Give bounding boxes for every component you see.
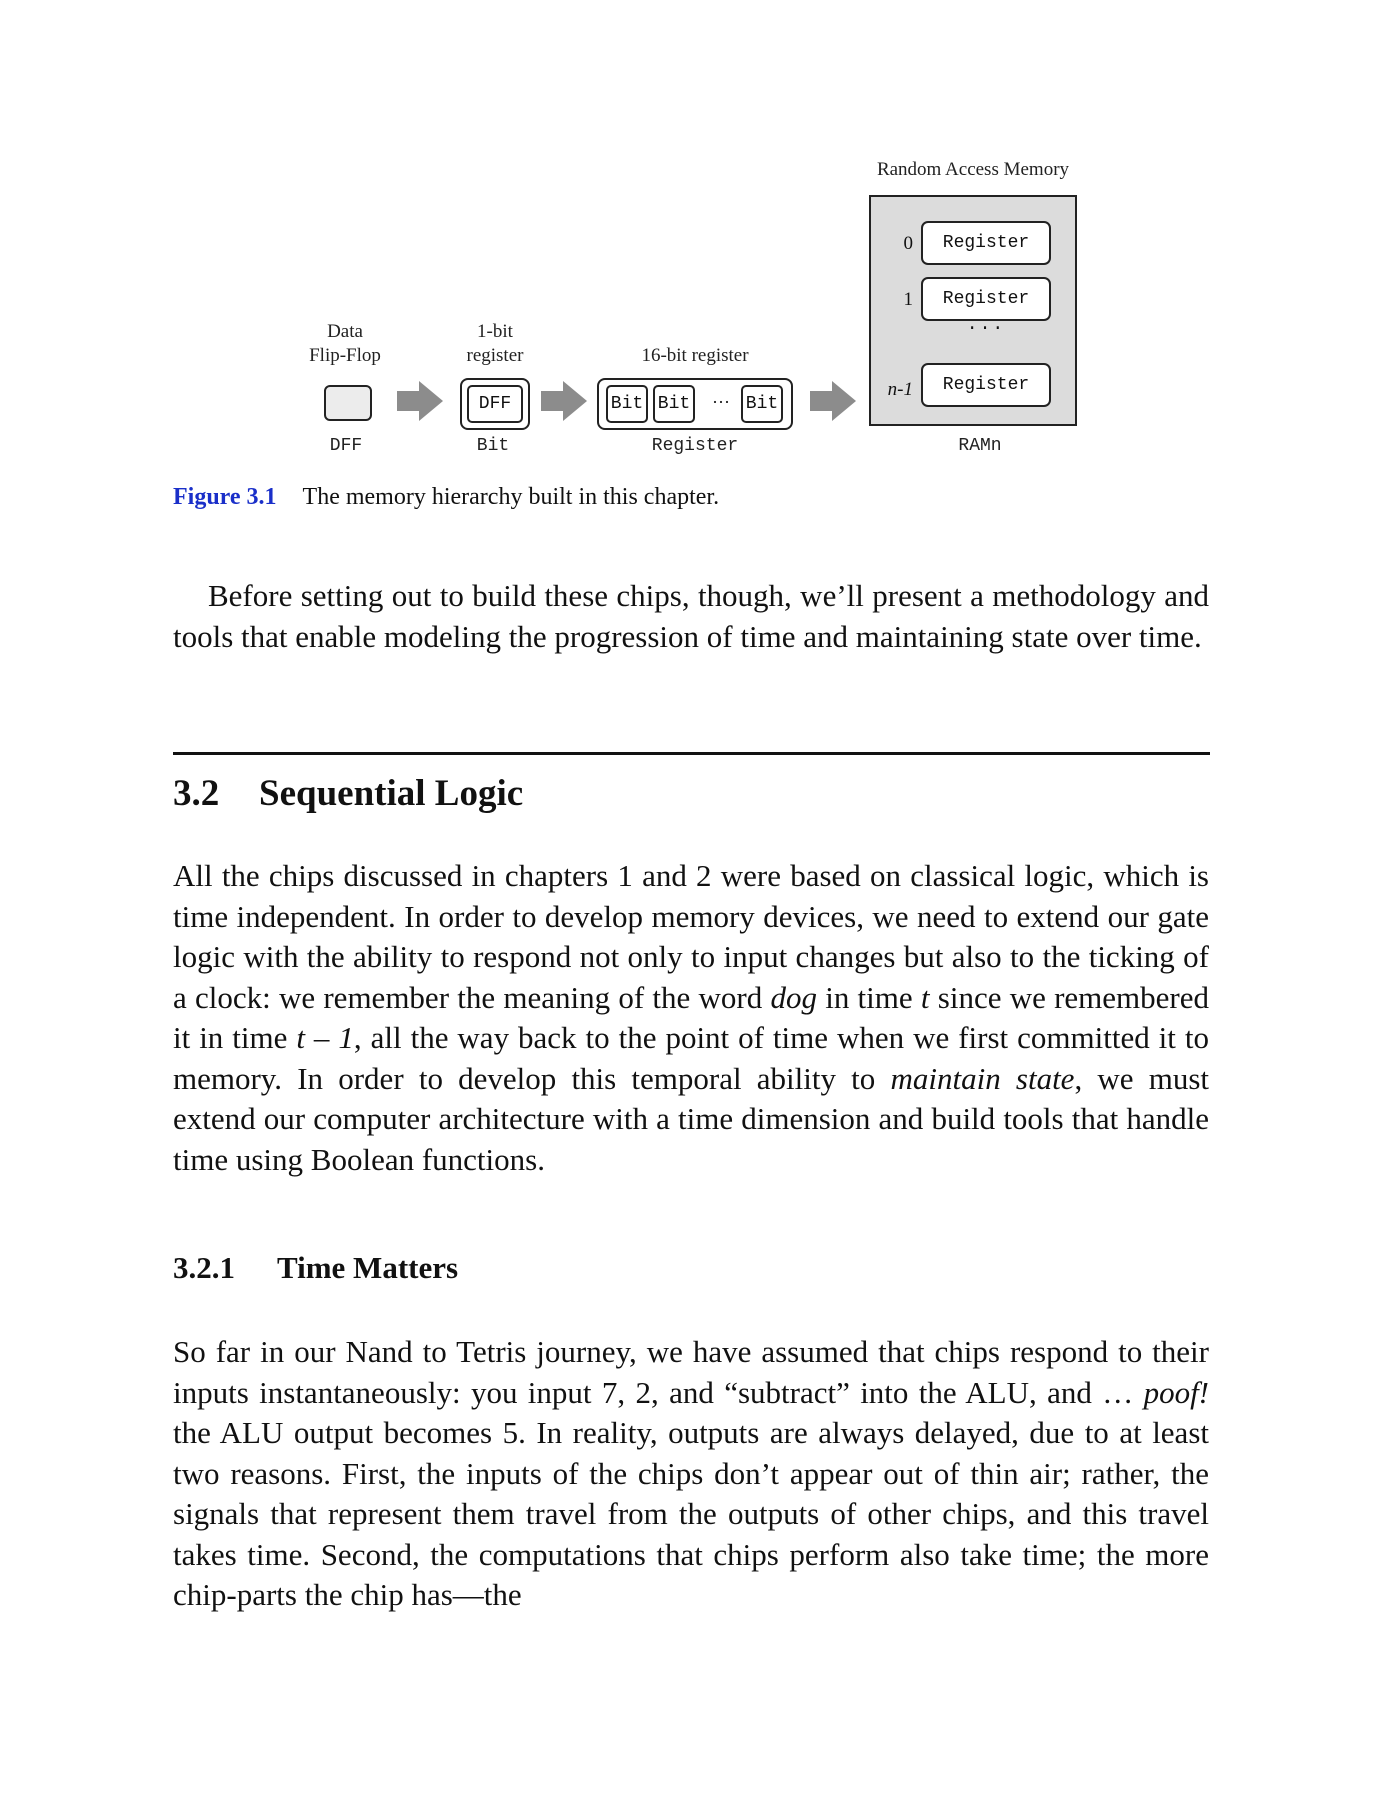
ram-register: Register [921, 221, 1051, 265]
ram-title: Random Access Memory [876, 159, 1070, 180]
section-paragraph [173, 856, 1209, 1180]
ram-index: 1 [903, 289, 913, 310]
subsection-title: Time Matters [277, 1250, 459, 1285]
figure-caption [173, 484, 719, 511]
intro-paragraph: Before setting out to build these chips, though, we’ll present a methodology and tools that enable modeling the progression of time and maintaining state over time. [173, 578, 1209, 654]
register-bit-cell: Bit [741, 385, 783, 423]
ram-index: 0 [903, 233, 913, 254]
dff-chip-shape [324, 385, 372, 421]
ram-dots: ... [966, 315, 1006, 335]
text-run: the ALU output becomes 5. In reality, outputs are always delayed, due to at least two reasons. First, the inputs of the chips don’t appear out of thin air; rather, the signals that represent them travel from the outputs of other chips, and this travel takes time. Second, the computations that chips perform also take time; the more chip-parts the chip has—the [173, 1415, 1209, 1612]
text-run: since we remembered it in time [173, 979, 1209, 1055]
chip-name-register: Register [651, 436, 739, 456]
bit-chip-shape [460, 378, 530, 430]
subsection-paragraph [173, 1332, 1209, 1616]
register-bit-cell: Bit [606, 385, 648, 423]
register-label: 16-bit register [641, 345, 749, 366]
text-run: All the chips discussed in chapters 1 and 2 were based on classical logic, which is time independent. In order to develop memory devices, we need to extend our gate logic with the ability to respond not only to input changes but also to the ticking of a clock: we remember the meaning of the word [173, 858, 1209, 1015]
text-run: So far in our Nand to Tetris journey, we have assumed that chips respond to their inputs instantaneously: you input 7, 2, and “subtract” into the ALU, and … [173, 1334, 1209, 1410]
text-run: , all the way back to the point of time when we first committed it to memory. In order to develop this temporal ability to [173, 1020, 1209, 1096]
ram-register: Register [921, 277, 1051, 321]
chip-name-ram: RAMn [958, 436, 1002, 456]
dff-label [290, 320, 400, 368]
register-dots: ··· [712, 392, 730, 412]
memory-hierarchy-figure [0, 0, 1391, 520]
text-emphasis: t – 1 [296, 1020, 354, 1055]
dff-label-line1: Data [327, 321, 363, 342]
bit-inner-dff: DFF [467, 385, 523, 423]
ram-index: n-1 [887, 379, 913, 400]
text-run: in time [816, 979, 921, 1015]
chip-name-bit: Bit [476, 436, 510, 456]
text-emphasis: t [920, 979, 930, 1015]
bit-label-line1: 1-bit [477, 321, 513, 342]
register-bit-cell: Bit [653, 385, 695, 423]
section-title: Sequential Logic [259, 773, 524, 814]
caption-text: The memory hierarchy built in this chapter. [302, 484, 720, 510]
subsection-number: 3.2.1 [173, 1250, 235, 1285]
caption-number: Figure 3.1 [173, 484, 277, 510]
register-chip-shape [597, 378, 793, 430]
text-emphasis: maintain state [890, 1060, 1075, 1096]
chip-name-dff: DFF [329, 436, 363, 456]
text-run: , we must extend our computer architecture with a time dimension and build tools that handle time using Boolean functions. [173, 1060, 1210, 1177]
text-emphasis: dog [770, 979, 817, 1015]
bit-label-line2: register [466, 345, 524, 366]
dff-label-line2: Flip-Flop [309, 345, 381, 366]
text-emphasis: poof! [1143, 1374, 1209, 1410]
section-number: 3.2 [173, 773, 220, 814]
section-heading [173, 772, 523, 815]
section-divider [173, 752, 1210, 755]
ram-register: Register [921, 363, 1051, 407]
bit-label [440, 320, 550, 368]
ram-chip-shape [869, 195, 1077, 426]
subsection-heading [173, 1250, 458, 1286]
